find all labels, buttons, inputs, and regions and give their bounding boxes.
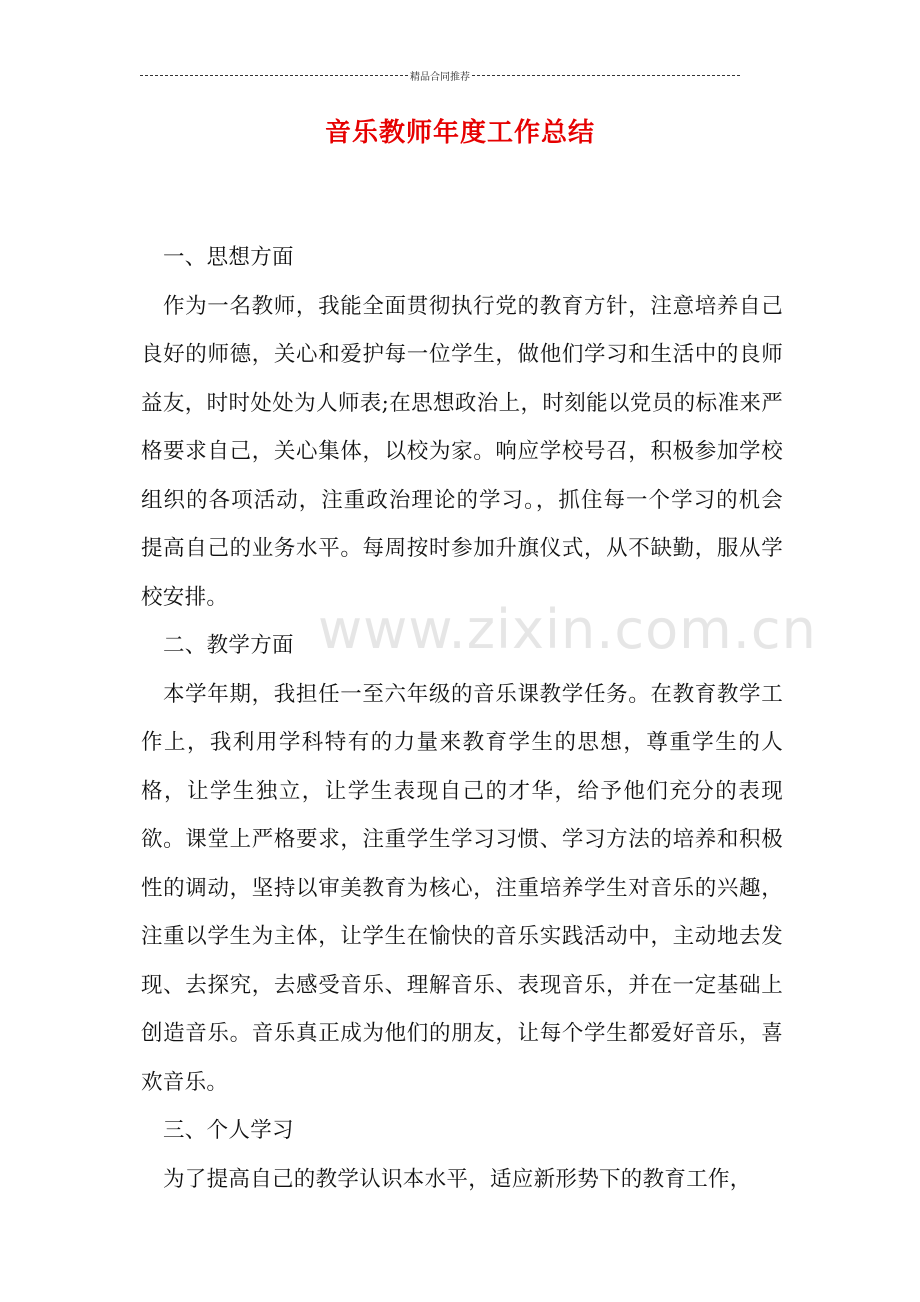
section-paragraph-thought: 作为一名教师，我能全面贯彻执行党的教育方针，注意培养自己良好的师德，关心和爱护每一位学生，做他们学习和生活中的良师益友，时时处处为人师表;在思想政治上，时刻能以党员的标准来严格要求自己，关心集体，以校为家。响应学校号召，积极参加学校组织的各项活动，注重政治理论的学习。，抓住每一个学习的机会提高自己的业务水平。每周按时参加升旗仪式，从不缺勤，服从学校安排。 xyxy=(141,293,783,610)
section-paragraph-teaching: 本学年期，我担任一至六年级的音乐课教学任务。在教育教学工作上，我利用学科特有的力量来教育学生的思想，尊重学生的人格，让学生独立，让学生表现自己的才华，给予他们充分的表现欲。课堂上严格要求，注重学生学习习惯、学习方法的培养和积极性的调动，坚持以审美教育为核心，注重培养学生对音乐的兴趣，注重以学生为主体，让学生在愉快的音乐实践活动中，主动地去发现、去探究，去感受音乐、理解音乐、表现音乐，并在一定基础上创造音乐。音乐真正成为他们的朋友，让每个学生都爱好音乐，喜欢音乐。 xyxy=(141,681,783,1095)
section-heading-study: 三、个人学习 xyxy=(163,1118,294,1143)
header-dash-left xyxy=(140,75,408,76)
header-label: 精品合同推荐 xyxy=(410,71,470,83)
document-body xyxy=(141,234,783,1204)
section-heading-teaching: 二、教学方面 xyxy=(163,633,294,658)
section-paragraph-study: 为了提高自己的教学认识本水平，适应新形势下的教育工作， xyxy=(163,1166,752,1192)
watermark: www.zixin.com.cn xyxy=(318,598,817,661)
section-heading-thought: 一、思想方面 xyxy=(163,245,294,270)
document-title: 音乐教师年度工作总结 xyxy=(324,118,595,148)
header-dash-right xyxy=(472,75,740,76)
page-header xyxy=(140,66,740,84)
